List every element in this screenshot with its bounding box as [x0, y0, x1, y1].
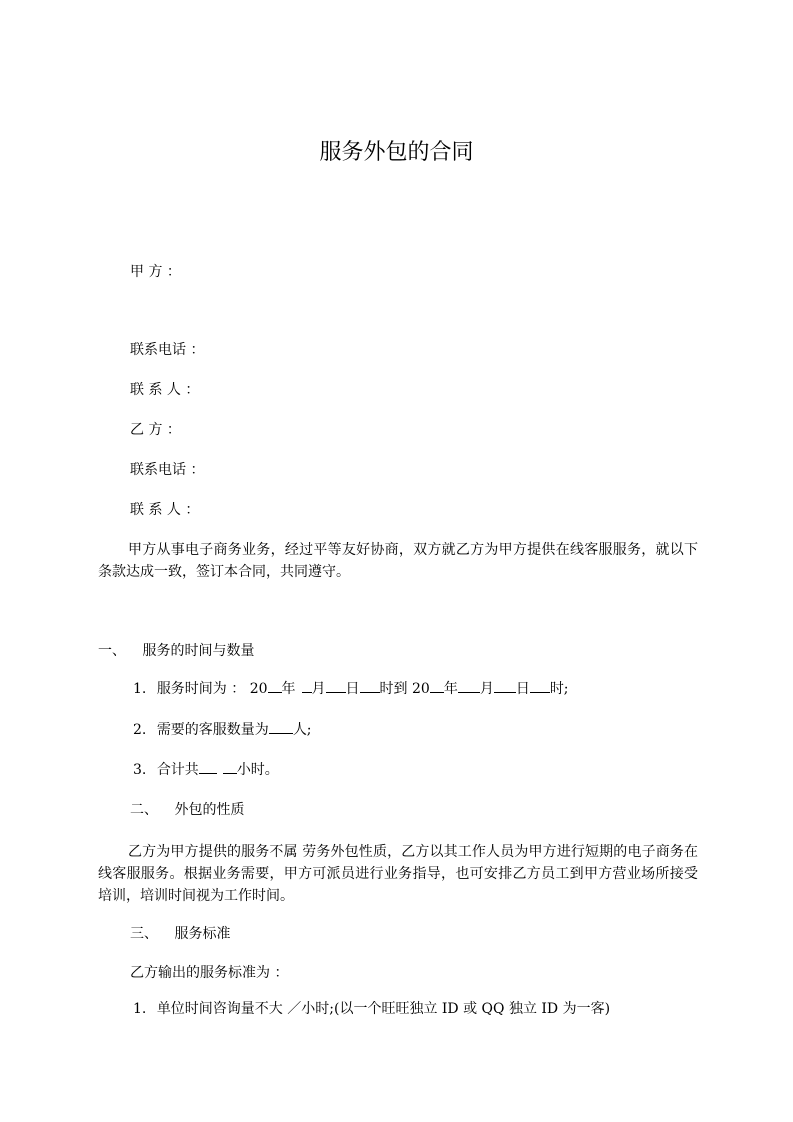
blank-total-hours-b — [223, 761, 237, 774]
party-a-contact-label: 联 系 人 ： — [130, 382, 200, 398]
item-number: 2. — [133, 722, 147, 738]
section-3-heading — [130, 926, 230, 942]
blank-hour-end — [530, 680, 550, 693]
blank-day-start — [326, 680, 346, 693]
blank-hour-start — [360, 680, 380, 693]
unit-year-start: 年 — [281, 681, 296, 697]
staff-count-item — [133, 721, 312, 738]
unit-month-start: 月 — [311, 681, 326, 697]
unit-year-end: 年 — [443, 681, 458, 697]
unit-day-end: 日 — [515, 681, 530, 697]
total-hours-text: 合计共 — [156, 762, 199, 778]
year-prefix-start: 20 — [249, 681, 268, 697]
staff-count-text: 需要的客服数量为 — [156, 722, 269, 738]
service-standard-lead: 乙方输出的服务标准为 ： — [130, 965, 289, 981]
party-b-phone-label: 联系电话 ： — [130, 462, 205, 478]
party-b-contact-label: 联 系 人 ： — [130, 502, 200, 518]
section-3-number: 三、 — [130, 926, 158, 942]
blank-total-hours-a — [199, 761, 217, 774]
blank-staff-count — [269, 721, 293, 734]
service-time-label: 服务时间为 ： — [156, 681, 246, 697]
document-title: 服务外包的合同 — [319, 140, 474, 165]
total-hours-item — [133, 761, 279, 778]
service-time-item — [133, 680, 569, 697]
party-b-label: 乙 方 ： — [130, 422, 181, 438]
intro-paragraph: 甲方从事电子商务业务，经过平等友好协商，双方就乙方为甲方提供在线客服服务，就以下条款达成一致，签订本合同，共同遵守。 — [98, 542, 698, 580]
blank-month-start — [302, 680, 312, 693]
item-number: 1. — [133, 681, 147, 697]
section-1-number: 一、 — [98, 643, 126, 659]
blank-day-end — [494, 680, 516, 693]
unit-hour-start-and-end-year-prefix: 时到 20 — [379, 681, 430, 697]
staff-count-unit: 人; — [292, 722, 312, 738]
unit-day-start: 日 — [345, 681, 360, 697]
total-hours-unit: 小时。 — [236, 762, 279, 778]
party-a-label: 甲 方 ： — [130, 264, 181, 280]
section-2-title: 外包的性质 — [174, 802, 245, 818]
unit-hour-end: 时; — [549, 681, 569, 697]
section-2-body: 乙方为甲方提供的服务不属 劳务外包性质，乙方以其工作人员为甲方进行短期的电子商务在线客服服务。根据业务需要，甲方可派员进行业务指导，也可安排乙方员工到甲方营业场所接受培训，培训时间视为工作时间。 — [98, 844, 698, 904]
section-2-number: 二、 — [130, 802, 158, 818]
service-standard-item-1 — [133, 1001, 610, 1017]
blank-month-end — [458, 680, 480, 693]
party-a-phone-label: 联系电话 ： — [130, 342, 205, 358]
item-number: 3. — [133, 762, 147, 778]
section-1-heading — [98, 643, 254, 659]
service-standard-text: 单位时间咨询量不大 ／小时;(以一个旺旺独立 ID 或 QQ 独立 ID 为一客) — [156, 1001, 611, 1017]
section-2-heading — [130, 802, 244, 818]
item-number: 1. — [133, 1001, 147, 1017]
blank-year-end — [430, 680, 444, 693]
section-3-title: 服务标准 — [174, 926, 231, 942]
section-1-title: 服务的时间与数量 — [142, 643, 255, 659]
blank-year-start — [268, 680, 282, 693]
unit-month-end: 月 — [479, 681, 494, 697]
